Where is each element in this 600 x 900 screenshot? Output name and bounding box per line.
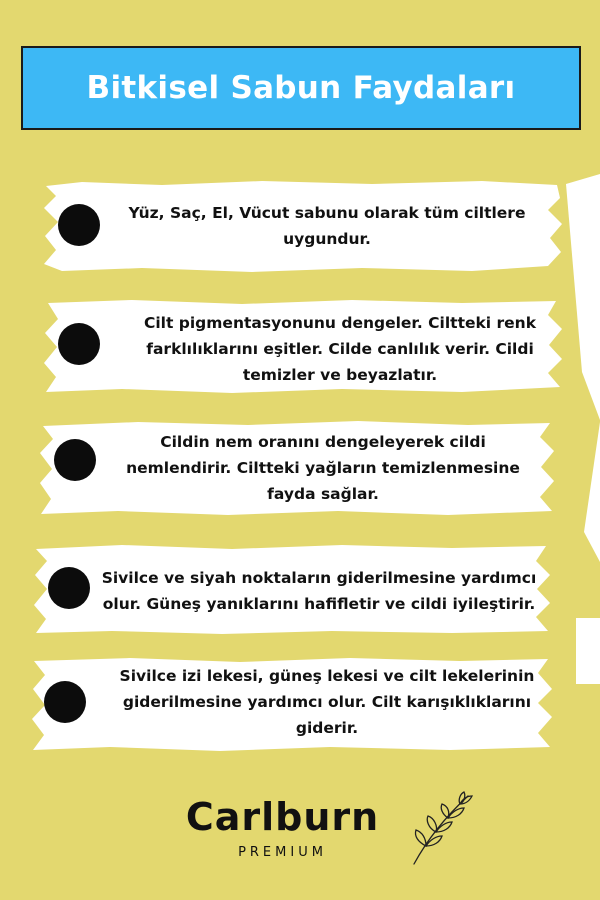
circle-bullet-icon (58, 323, 100, 365)
title-banner (21, 46, 581, 130)
leaf-branch-icon (408, 790, 474, 866)
benefit-card-3 (38, 419, 556, 517)
circle-bullet-icon (54, 439, 96, 481)
brand-name: Carlburn (185, 795, 380, 839)
benefit-card-2 (42, 297, 564, 395)
benefit-text: Yüz, Saç, El, Vücut sabunu olarak tüm ciltlere uygundur. (128, 204, 526, 248)
arrow-shape-icon (566, 172, 600, 692)
brand-logo (0, 795, 565, 875)
benefit-text: Cildin nem oranını dengeleyerek cildi nemlendirir. Ciltteki yağların temizlenmesine fayda sağlar. (126, 433, 520, 503)
benefit-card-1 (42, 178, 564, 274)
benefit-card-4 (32, 543, 552, 635)
circle-bullet-icon (44, 681, 86, 723)
circle-bullet-icon (48, 567, 90, 609)
page-title: Bitkisel Sabun Faydaları (86, 70, 516, 106)
brand-tagline: PREMIUM (238, 845, 327, 860)
circle-bullet-icon (58, 204, 100, 246)
benefit-card-5 (30, 655, 554, 753)
benefit-text: Cilt pigmentasyonunu dengeler. Ciltteki renk farklılıklarını eşitler. Cilde canlılık verir. Cildi temizler ve beyazlatır. (143, 314, 537, 384)
benefit-text: Sivilce ve siyah noktaların giderilmesine yardımcı olur. Güneş yanıklarını hafifletir ve cildi iyileştirir. (101, 569, 537, 613)
benefit-text: Sivilce izi lekesi, güneş lekesi ve cilt lekelerinin giderilmesine yardımcı olur. Cilt karışıklıklarını giderir. (119, 667, 535, 737)
